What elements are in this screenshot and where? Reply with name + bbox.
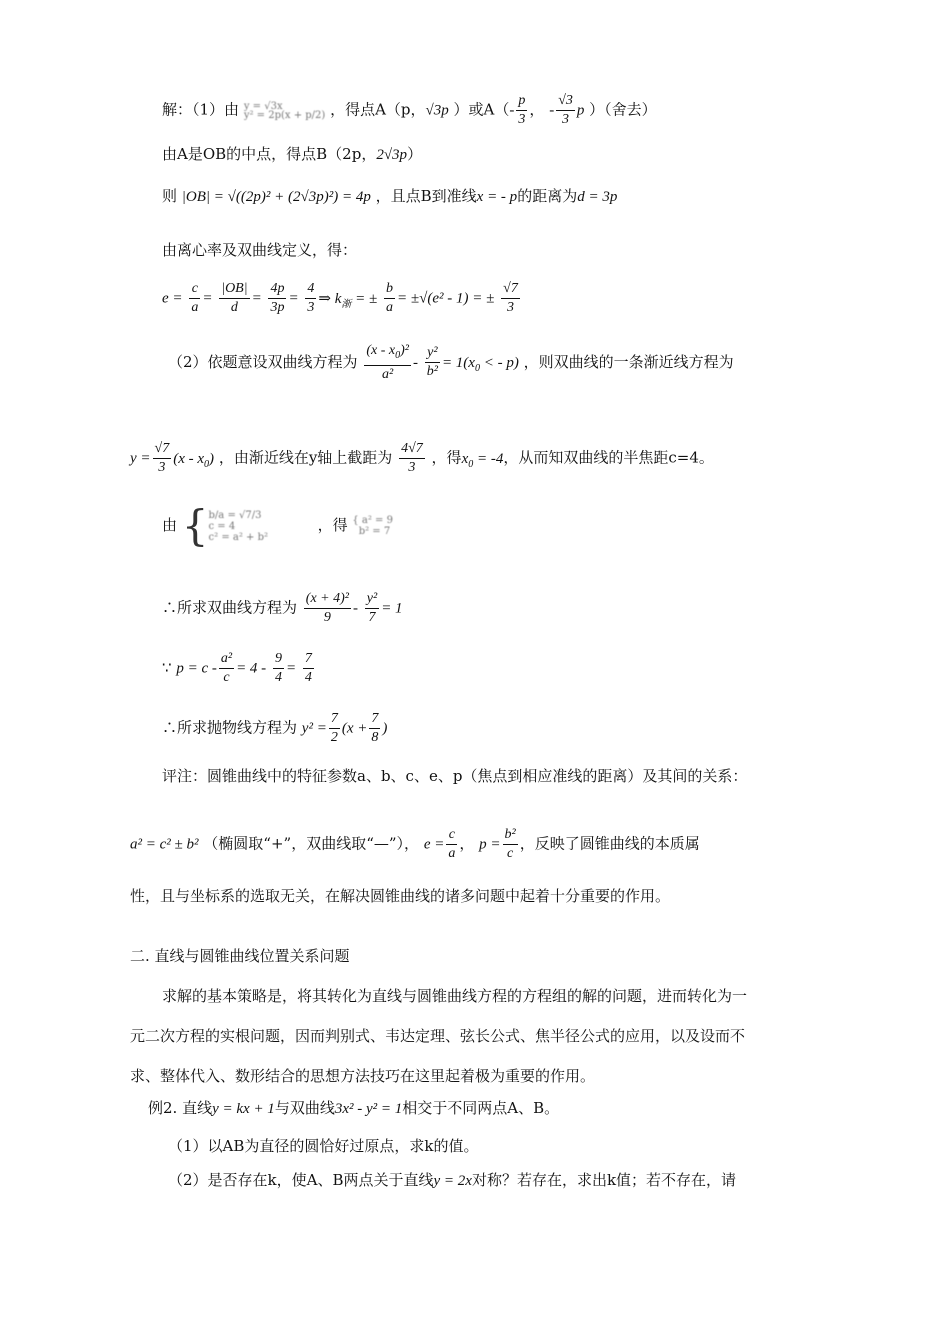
text: ，得 [431,448,462,467]
comment-line [162,766,747,786]
equation-system-image: b/a = √7/3 c = 4 c² = a² + b² [208,509,268,543]
paragraph-line-2 [130,1026,745,1046]
text: 的距离为 [517,187,578,205]
text: ，则双曲线的一条渐近线方程为 [523,352,734,371]
formula: x = - p [476,189,518,205]
text: 与双曲线 [274,1099,335,1117]
text: 元二次方程的实根问题，因而判别式、韦达定理、弦长公式、焦半径公式的应用，以及设而不 [130,1027,746,1045]
text: ，得 [317,516,348,534]
formula: 2√3p [376,147,408,163]
fraction: $\frac{√3}{3}$ [558,93,573,127]
text: ∴所求抛物线方程为 [162,718,298,737]
text: ，得点A（p， [330,100,426,119]
text: （2）依题意设双曲线方程为 [168,352,358,371]
formula: p [576,102,585,119]
formula: √3p [425,102,449,119]
text: ）或A（ [453,100,510,119]
text: ∴所求双曲线方程为 [162,598,298,617]
solution-line-11: ∴所求抛物线方程为 y² = $\frac{7}{2}$ (x + $\frac{7}{8}$ ) [162,711,388,745]
text: 评注：圆锥曲线中的特征参数a、b、c、e、p（焦点到相应准线的距离）及其间的关系： [162,767,748,785]
text: 解：（1）由 [162,100,240,119]
solution-line-10: ∵ p = c - $\frac{\text{a²}}{c}$ = 4 - $\frac{9}{4}$ = $\frac{7}{4}$ [162,651,312,685]
text: 二. 直线与圆锥曲线位置关系问题 [130,947,350,965]
fraction: $\frac{p}{3}$ [518,93,526,127]
formula: - [549,102,555,119]
text: ，从而知双曲线的半焦距c=4。 [503,448,714,467]
text: 由离心率及双曲线定义，得： [162,241,358,259]
solution-line-4 [162,240,357,260]
eccentricity-formula: e = $\frac{c}{a}$ = $\frac{|OB|}{d}$ = $\frac{4p}{3p}$ = $\frac{4}{3}$ ⇒ $k_渐$ = ± $\frac{b}{a}$ = ±√(e² - 1) = ± $\frac{√7}{3}$ [162,281,518,315]
formula: - [509,102,515,119]
text: ，且点B到准线 [375,187,477,205]
text: 由 [162,516,178,534]
text: ∵ [162,658,172,677]
text: 求、整体代入、数形结合的思想方法技巧在这里起着极为重要的作用。 [130,1067,596,1085]
equation-system-image: y = √3x y² = 2p(x + p/2) [243,100,326,121]
text: （椭圆取“+”，双曲线取“—”）， [203,834,420,853]
text: ， [459,834,475,853]
formula: |OB| = √((2p)² + (2√3p)²) = 4p [181,189,371,205]
text: ）（舍去） [589,100,657,119]
text: ） [407,145,423,163]
text: （2）是否存在k，使A、B两点关于直线 [168,1171,434,1189]
solution-line-2 [162,144,422,165]
text: 例2. 直线 [148,1099,213,1117]
solution-line-3 [162,186,617,207]
text: 性，且与坐标系的选取无关，在解决圆锥曲线的诸多问题中起着十分重要的作用。 [130,887,671,905]
text: （1）以AB为直径的圆恰好过原点，求k的值。 [168,1137,479,1155]
example-2: 例2. 直线y = kx + 1与双曲线3x² - y² = 1相交于不同两点A、B。 [148,1099,560,1117]
section-heading [130,946,350,966]
solution-line-8: 由 {b/a = √7/3 c = 4 c² = a² + b² ，得 { a² = 9 b² = 7 [162,501,393,550]
text: 则 [162,187,178,205]
comment-line-3 [130,886,670,906]
text: 对称？若存在，求出k值；若不存在，请 [471,1171,737,1189]
text: ，由渐近线在y轴上截距为 [218,448,393,467]
example-2-question-1 [168,1136,479,1156]
solution-line-7: y = $\frac{√7}{3}$ $(x - x_0)$ ，由渐近线在y轴上截距为 $\frac{4√7}{3}$ ，得$x_0 = -4$，从而知双曲线的半焦距c=4。 [130,441,714,475]
formula: d = 3p [577,189,618,205]
result-system-image: { a² = 9 b² = 7 [352,515,393,537]
comment-line-2: a² = c² ± b² （椭圆取“+”，双曲线取“—”）， e = $\frac{c}{a}$ ， p = $\frac{\text{b²}}{c}$ ，反映了圆锥曲线的本质属 [130,827,700,861]
text: 由A是OB的中点，得点B（2p， [162,145,377,163]
text: ，反映了圆锥曲线的本质属 [519,834,700,853]
paragraph-line-1 [162,986,747,1006]
solution-line-6: （2）依题意设双曲线方程为 $\frac{(x - x_0)^2}{\text{a²}}$ - $\frac{\text{y²}}{\text{b²}}$ = $1(x_0$ < - p) ，则双曲线的一条渐近线方程为 [168,343,734,382]
example-2-question-2: （2）是否存在k，使A、B两点关于直线y = 2x对称？若存在，求出k值；若不存在，请 [168,1171,737,1189]
paragraph-line-3 [130,1066,595,1086]
text: ， [529,100,545,119]
solution-line-9: ∴所求双曲线方程为 $\frac{\text{(x + 4)²}}{9}$ - $\frac{\text{y²}}{7}$ = 1 [162,591,403,625]
text: 求解的基本策略是，将其转化为直线与圆锥曲线方程的方程组的解的问题，进而转化为一 [162,987,748,1005]
text: 相交于不同两点A、B。 [402,1099,560,1117]
solution-line-1 [162,92,657,129]
